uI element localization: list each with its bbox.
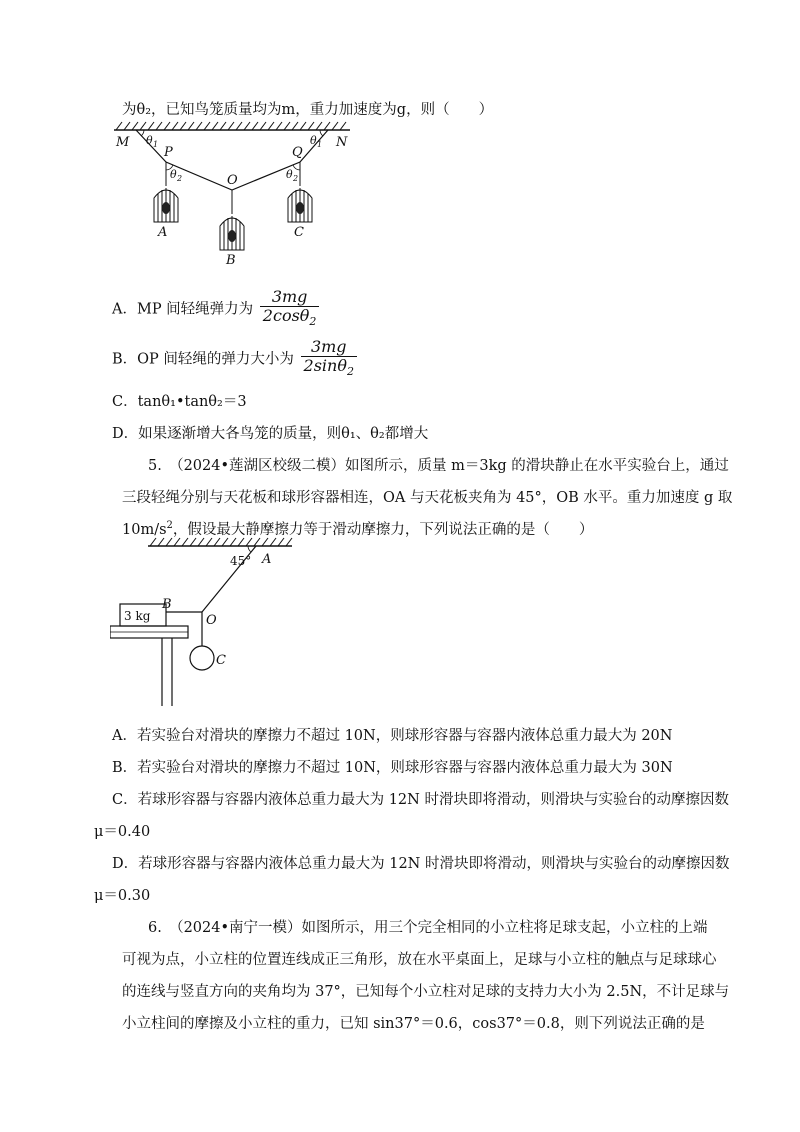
label-theta2-right: θ bbox=[286, 168, 293, 181]
label-n: N bbox=[336, 135, 348, 150]
label-b: B bbox=[226, 253, 236, 268]
q6-stem-line3: 的连线与竖直方向的夹角均为 37°，已知每个小立柱对足球的支持力大小为 2.5N，不计足球与 bbox=[122, 984, 730, 1000]
q5-stem-line1: 5. （2024•莲湖区校级二模）如图所示，质量 m＝3kg 的滑块静止在水平实验台上，通过 bbox=[148, 458, 729, 474]
q5-figure-block-ball bbox=[110, 536, 300, 710]
label-mass: 3 kg bbox=[124, 609, 151, 623]
q5-option-c-line1: C．若球形容器与容器内液体总重力最大为 12N 时滑块即将滑动，则滑块与实验台的动摩擦因数 bbox=[112, 792, 729, 808]
q4-option-b: B．OP 间轻绳的弹力大小为 $\frac{3mg}{2\sin\theta_2}$ bbox=[112, 338, 357, 381]
fraction-a: $\frac{3mg}{2\cos\theta_2}$ bbox=[260, 288, 320, 331]
label-a: A bbox=[262, 552, 272, 567]
label-theta2-left: θ bbox=[170, 168, 177, 181]
q6-stem-line2: 可视为点，小立柱的位置连线成正三角形，放在水平桌面上，足球与小立柱的触点与足球球心 bbox=[122, 952, 717, 968]
label-q: Q bbox=[292, 145, 303, 160]
q5-option-c-line2: μ＝0.40 bbox=[94, 824, 151, 840]
q5-option-d-line2: μ＝0.30 bbox=[94, 888, 151, 904]
label-theta1-left-sub: 1 bbox=[153, 140, 159, 149]
q6-stem-line1: 6. （2024•南宁一模）如图所示，用三个完全相同的小立柱将足球支起，小立柱的上端 bbox=[148, 920, 708, 936]
label-theta2-left-sub: 2 bbox=[177, 174, 183, 183]
q4-option-c: C．tanθ₁•tanθ₂＝3 bbox=[112, 394, 247, 410]
q4-intro-tail: 为θ₂，已知鸟笼质量均为m，重力加速度为g，则（ ） bbox=[122, 102, 494, 118]
label-p: P bbox=[164, 145, 173, 160]
label-o: O bbox=[206, 613, 217, 628]
q5-option-d-line1: D．若球形容器与容器内液体总重力最大为 12N 时滑块即将滑动，则滑块与实验台的动摩擦因数 bbox=[112, 856, 730, 872]
label-theta1-right-sub: 1 bbox=[317, 140, 323, 149]
q6-stem-line4: 小立柱间的摩擦及小立柱的重力，已知 sin37°＝0.6，cos37°＝0.8，则下列说法正确的是 bbox=[122, 1016, 705, 1032]
q4-option-a: A．MP 间轻绳弹力为 $\frac{3mg}{2\cos\theta_2}$ bbox=[112, 288, 319, 331]
label-c: C bbox=[216, 653, 226, 668]
birdcage-b bbox=[220, 216, 244, 250]
q4-figure-birdcages bbox=[110, 118, 360, 268]
label-o: O bbox=[227, 173, 238, 188]
ball-container-c bbox=[190, 646, 214, 670]
label-m: M bbox=[116, 135, 130, 150]
label-a: A bbox=[158, 225, 168, 240]
birdcage-c bbox=[288, 188, 312, 222]
label-theta2-right-sub: 2 bbox=[293, 174, 299, 183]
birdcage-a bbox=[154, 188, 178, 222]
q5-option-a: A．若实验台对滑块的摩擦力不超过 10N，则球形容器与容器内液体总重力最大为 20N bbox=[112, 728, 673, 744]
label-theta1-right: θ bbox=[310, 134, 317, 147]
q5-option-b: B．若实验台对滑块的摩擦力不超过 10N，则球形容器与容器内液体总重力最大为 30N bbox=[112, 760, 673, 776]
q5-stem-line3: $10m/s^2$，假设最大静摩擦力等于滑动摩擦力，下列说法正确的是（ ） bbox=[122, 520, 594, 538]
label-b: B bbox=[162, 597, 172, 612]
fraction-b: $\frac{3mg}{2\sin\theta_2}$ bbox=[301, 338, 357, 381]
label-45-degree: 45° bbox=[230, 554, 252, 568]
label-theta1-left: θ bbox=[146, 134, 153, 147]
label-c: C bbox=[294, 225, 304, 240]
q4-option-d: D．如果逐渐增大各鸟笼的质量，则θ₁、θ₂都增大 bbox=[112, 426, 429, 442]
q5-stem-line2: 三段轻绳分别与天花板和球形容器相连，OA 与天花板夹角为 45°，OB 水平。重力加速度 g 取 bbox=[122, 490, 733, 506]
